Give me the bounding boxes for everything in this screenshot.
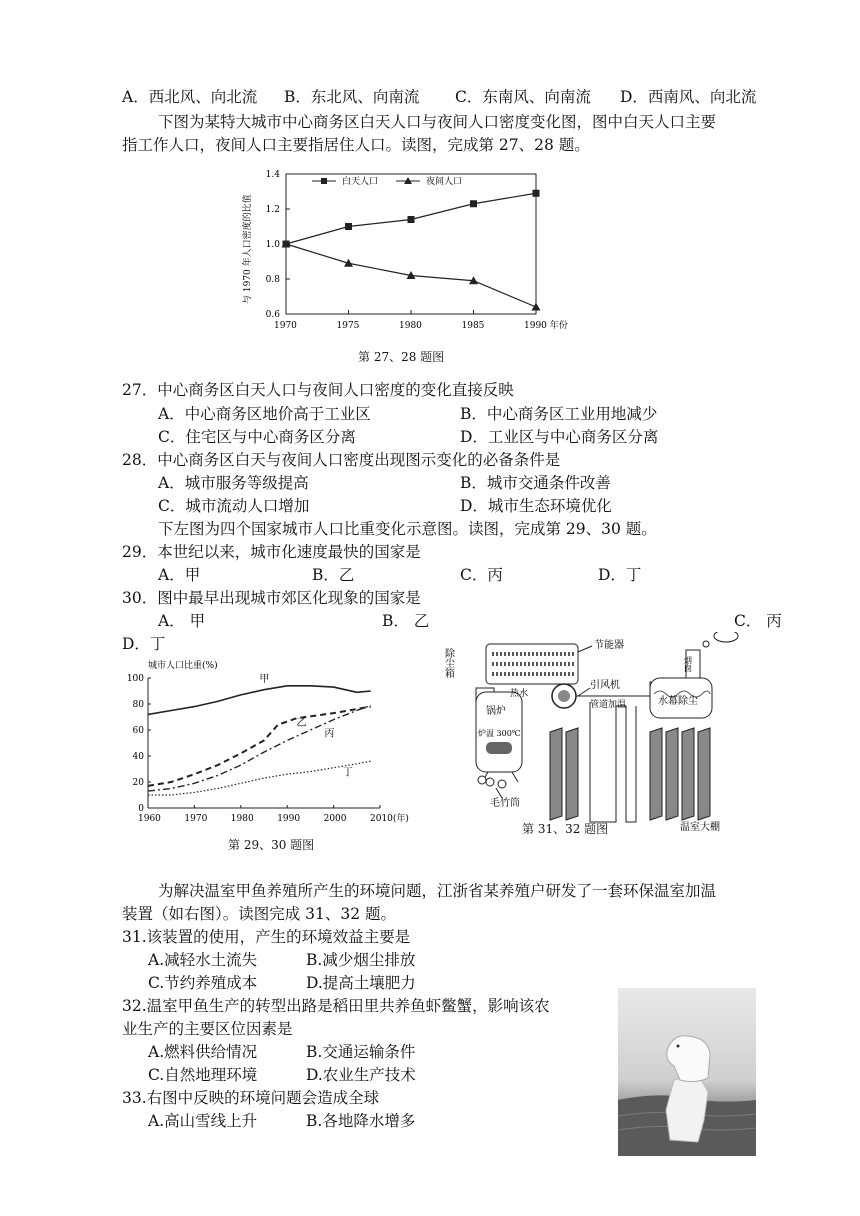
q32-option-b: B.交通运输条件 [306,1043,416,1061]
q27-option-a: A．中心商务区地价高于工业区 [158,405,371,423]
q29-option-a: A．甲 [158,566,201,584]
q29-option-c: C．丙 [460,566,503,584]
q28-option-a: A．城市服务等级提高 [158,474,309,492]
chart2-series-line [148,686,371,715]
q31-option-d: D.提高土壤肥力 [306,974,416,992]
chart1-legend-marker-day [321,178,327,184]
urban-population-chart [118,656,418,828]
q29-option-b: B．乙 [312,566,355,584]
q29-option-d: D．丁 [598,566,642,584]
chart1-point-square [533,190,540,197]
q26-option-c: C．东南风、向南流 [455,88,591,106]
intro-29-30: 下左图为四个国家城市人口比重变化示意图。读图，完成第 29、30 题。 [158,520,657,538]
chart2-x-tick-label: 1990 [277,814,301,824]
chart1-legend-label-night: 夜间人口 [426,177,463,187]
q26-option-b: B．东北风、向南流 [284,88,420,106]
q30-stem: 30．图中最早出现城市郊区化现象的国家是 [122,589,421,607]
q33-option-b: B.各地降水增多 [306,1112,416,1130]
saver-label: 节能器 [594,640,624,651]
q30-option-a: A． 甲 [158,612,206,630]
q31-option-c: C.节约养殖成本 [148,974,258,992]
chart2-series-label: 甲 [259,673,270,685]
chart2-series-line [148,707,371,786]
chart2-series-label: 丙 [324,728,335,740]
chart2-x-tick-label: 1980 [230,814,254,824]
chart2-x-tick-label: 2000 [323,814,347,824]
q32-option-d: D.农业生产技术 [306,1066,416,1084]
q28-option-d: D．城市生态环境优化 [460,497,612,515]
chart1-point-square [408,216,415,223]
q27-option-d: D．工业区与中心商务区分离 [460,428,659,446]
scrub-label: 水幕除尘 [658,696,698,707]
q27-option-c: C．住宅区与中心商务区分离 [158,428,356,446]
chart2-y-tick-label: 100 [126,674,144,684]
intro-27-28-line2: 指工作人口，夜间人口主要指居住人口。读图，完成第 27、28 题。 [122,136,590,154]
chart2-y-tick-label: 40 [132,752,144,762]
greenhouse-label: 温室大棚 [680,822,720,833]
q30-option-b: B． 乙 [382,612,430,630]
greenhouses [550,728,710,820]
chart1-point-square [345,223,352,230]
chart1-x-tick-label: 1980 [399,321,422,331]
chart1-y-tick-label: 0.8 [265,275,280,285]
q26-option-d: D．西南风、向北流 [620,88,757,106]
chart2-y-axis-label: 城市人口比重(%) [148,661,218,671]
q33-option-a: A.高山雪线上升 [148,1112,258,1130]
q32-option-c: C.自然地理环境 [148,1066,258,1084]
q31-option-a: A.减轻水土流失 [148,951,258,969]
q31-stem: 31.该装置的使用，产生的环境效益主要是 [122,928,411,946]
population-density-chart [236,166,586,338]
q28-stem: 28．中心商务区白天与夜间人口密度出现图示变化的必备条件是 [122,451,561,469]
chart1-x-tick-label: 1975 [336,321,360,331]
intro-31-32-line2: 装置（如右图）。读图完成 31、32 题。 [122,905,397,923]
chart2-y-tick-label: 80 [132,700,144,710]
chart1-point-square [470,200,477,207]
q30-option-d: D．丁 [122,635,166,653]
chart2-x-tick-label: 1970 [184,814,208,824]
chart1-y-tick-label: 0.6 [265,310,280,320]
dust-label: 除尘箱 [442,648,454,678]
q28-option-c: C．城市流动人口增加 [158,497,310,515]
temp-label: 炉温 300℃ [478,729,521,738]
chart2-y-tick-label: 0 [138,804,144,814]
chart1-y-tick-label: 1.4 [265,170,280,180]
q32-option-a: A.燃料供给情况 [148,1043,258,1061]
q33-stem: 33.右图中反映的环境问题会造成全球 [122,1089,380,1107]
q31-option-b: B.减少烟尘排放 [306,951,416,969]
chart1-y-tick-label: 1.0 [265,240,280,250]
chart1-point-triangle [532,303,541,311]
intro-27-28-line1: 下图为某特大城市中心商务区白天人口与夜间人口密度变化图，图中白天人口主要 [158,113,717,131]
heatwater-label: 热水 [510,689,529,699]
chart1-x-tick-label: 1970 [274,321,297,331]
bamboo-label: 毛竹筒 [490,798,520,809]
chart2-x-tick-label: 1960 [138,814,161,824]
boiler-label: 锅炉 [486,706,506,717]
chart1-x-tick-label: 1990 年份 [524,321,568,331]
q26-option-a: A．西北风、向北流 [122,88,258,106]
chimney-label: 烟囱 [683,656,693,672]
chart2-series-label: 乙 [296,718,307,730]
chart1-x-tick-label: 1985 [461,321,485,331]
intro-31-32-line1: 为解决温室甲鱼养殖所产生的环境问题，江浙省某养殖户研发了一套环保温室加温 [158,882,717,900]
chart1-plot-frame [286,174,536,314]
q30-option-c: C． 丙 [734,612,782,630]
q27-option-b: B．中心商务区工业用地减少 [460,405,658,423]
chart1-y-axis-label: 与 1970 年人口密度的比值 [243,194,253,304]
polar-bear [667,1036,710,1082]
chart2-x-tick-label: 2010(年) [370,814,409,824]
pipe-label: 管道加温 [590,700,627,710]
chart2-y-tick-label: 20 [132,778,144,788]
q29-stem: 29．本世纪以来，城市化速度最快的国家是 [122,543,421,561]
greenhouse-heating-diagram [440,632,760,842]
polar-bear-photo [618,988,756,1156]
q27-stem: 27．中心商务区白天人口与夜间人口密度的变化直接反映 [122,381,514,399]
chart1-y-tick-label: 1.2 [265,205,280,215]
diagram-caption: 第 31、32 题图 [522,822,609,836]
chart2-series-label: 丁 [342,767,353,779]
chart2-y-tick-label: 60 [132,726,144,736]
q32-stem-line2: 业生产的主要区位因素是 [122,1020,293,1038]
fan-label: 引风机 [590,680,620,691]
chart2-caption: 第 29、30 题图 [228,838,315,852]
chart1-legend-label-day: 白天人口 [342,177,379,187]
q28-option-b: B．城市交通条件改善 [460,474,611,492]
chart1-caption: 第 27、28 题图 [358,350,445,364]
q32-stem-line1: 32.温室甲鱼生产的转型出路是稻田里共养鱼虾鳖蟹，影响该农 [122,997,550,1015]
